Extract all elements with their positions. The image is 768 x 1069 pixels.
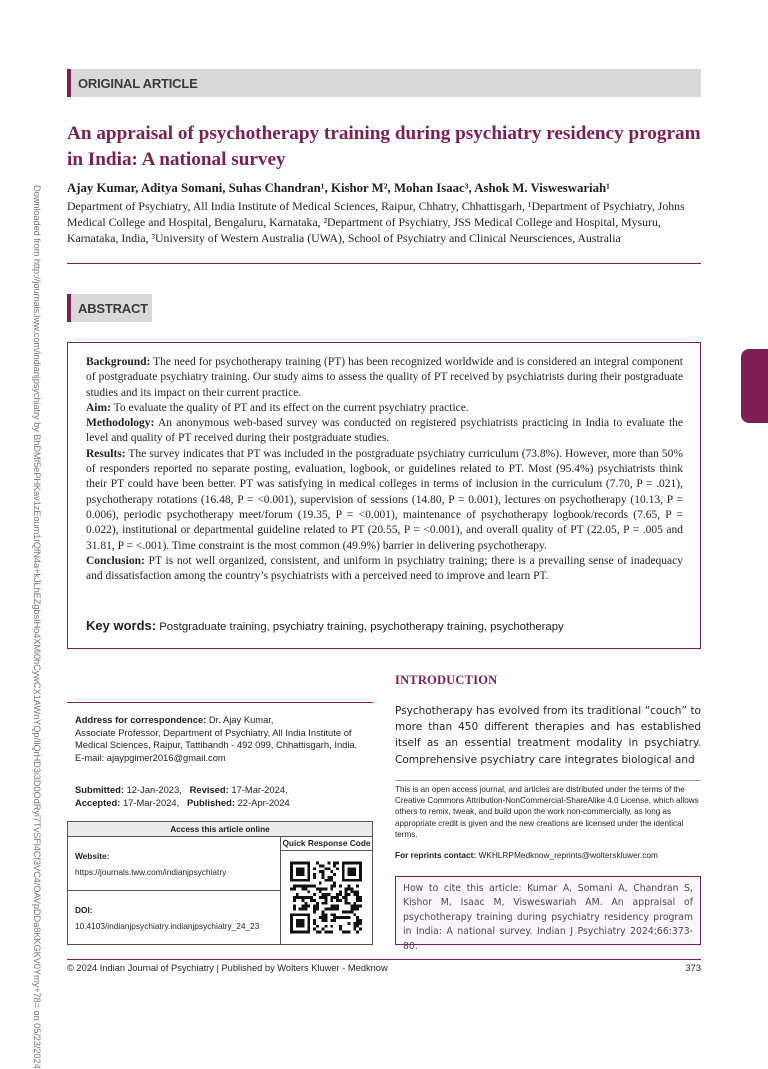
abstract-bar [67,294,152,322]
doi-link[interactable]: 10.4103/indianjpsychiatry.indianjpsychiatry_24_23 [75,921,260,931]
section-tab-marker [741,349,768,423]
license-divider [395,780,701,781]
abstract-methodology: Methodology: An anonymous web-based survey was conducted on registered psychiatrists practicing in India to evaluate the level and quality of PT received during their postgraduate studies. [86,417,683,445]
watermark-text: Downloaded from http://journals.lww.com/indianjpsychiatry by BhDMf5ePHKav1zEoum1tQfN4a+kJLhEZgbsIHo4XMi0hCywCX1AWnYQp/IlQrHD3i3D0OdRyi7TvSFl4Cf3VC4/OAVpDDa8KKGKV0Ymy+78= on 05/23/2024 [32,185,42,1069]
qr-code-icon[interactable] [290,860,362,935]
abstract-label: ABSTRACT [78,300,148,316]
license-text: This is an open access journal, and articles are distributed under the terms of the Creative Commons Attribution-NonCommercial-ShareAlike 4.0 License, which allows others to remix, tweak, and build upon the work non-commercially, as long as appropriate credit is given and the new creations are licensed under the identical terms. [395,785,699,839]
correspondence-name: Dr. Ajay Kumar, [208,714,274,725]
access-online-table [67,821,373,945]
footer-divider [67,959,701,960]
article-title: An appraisal of psychotherapy training during psychiatry residency program in India: A national survey [67,123,701,170]
affiliations: Department of Psychiatry, All India Institute of Medical Sciences, Raipur, Chhatry, Chhattisgarh, ¹Department of Psychiatry, Johns Medical College and Hospital, Bengaluru, Karnataka, ²Department of Psychiatry, JSS Medical College and Hospital, Mysuru, Karnataka, India, ³University of Western Australia (UWA), School of Psychiatry and Clinical Neursciences, Australia [67,199,685,246]
access-table-header: Access this article online [68,822,372,837]
qr-code-label: Quick Response Code [281,837,372,851]
website-label: Website: [75,851,110,861]
correspondence-email[interactable]: E-mail: ajaypgimer2016@gmail.com [75,751,226,763]
introduction-heading: INTRODUCTION [395,673,498,687]
keywords-label: Key words: [86,618,157,633]
page-number: 373 [685,963,701,973]
abstract-conclusion: Conclusion: PT is not well organized, consistent, and uniform in psychiatry training; there is a prevailing sense of inadequacy and dissatisfaction among the country’s psychiatrists with a perceived need to improve and learn PT. [86,554,684,583]
keywords [86,618,686,633]
download-watermark [30,185,44,1069]
author-list: Ajay Kumar, Aditya Somani, Suhas Chandran¹, Kishor M², Mohan Isaac³, Ashok M. Visweswariah¹ [67,181,610,195]
keywords-list: Postgraduate training, psychiatry training, psychotherapy training, psychotherapy [159,621,564,633]
abstract-background: Background: The need for psychotherapy training (PT) has been recognized worldwide and is considered an integral component of postgraduate psychiatry training. Our study aims to assess the quality of PT received by psychiatrists during their postgraduate studies and its impact on their current practice. [86,356,683,399]
website-link[interactable]: https://journals.lww.com/indianjpsychiatry [75,867,227,877]
correspondence-divider [67,702,373,703]
reprints-email[interactable]: WKHLRPMedknow_reprints@wolterskluwer.com [478,850,658,860]
correspondence-label: Address for correspondence: [75,714,207,725]
correspondence-block [75,714,375,764]
abstract-body [86,355,683,584]
article-type-bar [67,69,701,97]
doi-label: DOI: [75,905,93,915]
access-table-divider [280,836,281,945]
abstract-aim: Aim: To evaluate the quality of PT and its effect on the current psychiatry practice. [86,401,469,414]
correspondence-address: Associate Professor, Department of Psychiatry, All India Institute of Medical Sciences, Raipur, Tattibandh - 492 099, Chhattisgarh, India. [75,726,358,750]
access-table-row-divider [68,890,280,891]
introduction-text: Psychotherapy has evolved from its traditional “couch” to more than 450 different therapies and has established itself as an essential treatment modality in psychiatry. Comprehensive psychiatry care integrates biological and [395,705,701,766]
reprints-contact [395,850,701,860]
footer-copyright: © 2024 Indian Journal of Psychiatry | Published by Wolters Kluwer - Medknow [67,963,388,973]
article-dates: Submitted: 12-Jan-2023, Revised: 17-Mar-2024, Accepted: 17-Mar-2024, Published: 22-Apr-2024 [75,784,290,808]
citation-text: How to cite this article: Kumar A, Somani A, Chandran S, Kishor M, Isaac M, Visweswariah AM. An appraisal of psychotherapy training during psychiatry residency program in India: A national survey. Indian J Psychiatry 2024;66:373-80. [403,883,693,952]
reprints-label: For reprints contact: [395,850,477,860]
header-divider [67,263,701,264]
abstract-results: Results: The survey indicates that PT was included in the postgraduate psychiatry curriculum (73.8%). However, more than 50% of responders reported no separate posting, evaluation, logbook, or guidelines related to PT. Most (95.4%) psychiatrists think their PT could have been better. PT was satisfying in medical colleges in terms of inclusion in the curriculum (7.70, P = .021), psychotherapy rotations (16.48, P = <0.001), supervision of sessions (14.80, P = 0.001), lectures on psychotherapy (10.13, P = 0.006), periodic psychotherapy meet/forum (19.35, P = <0.001), maintenance of psychotherapy logbook/records (7.65, P = 0.022), institutional or departmental guideline related to PT (20.55, P = <0.001), and overall quality of PT (22.05, P = .005 and 31.81, P = <.001). Time constraint is the most common (49.9%) barrier in delivering psychotherapy. [86,447,683,552]
article-type-label: ORIGINAL ARTICLE [78,75,198,91]
